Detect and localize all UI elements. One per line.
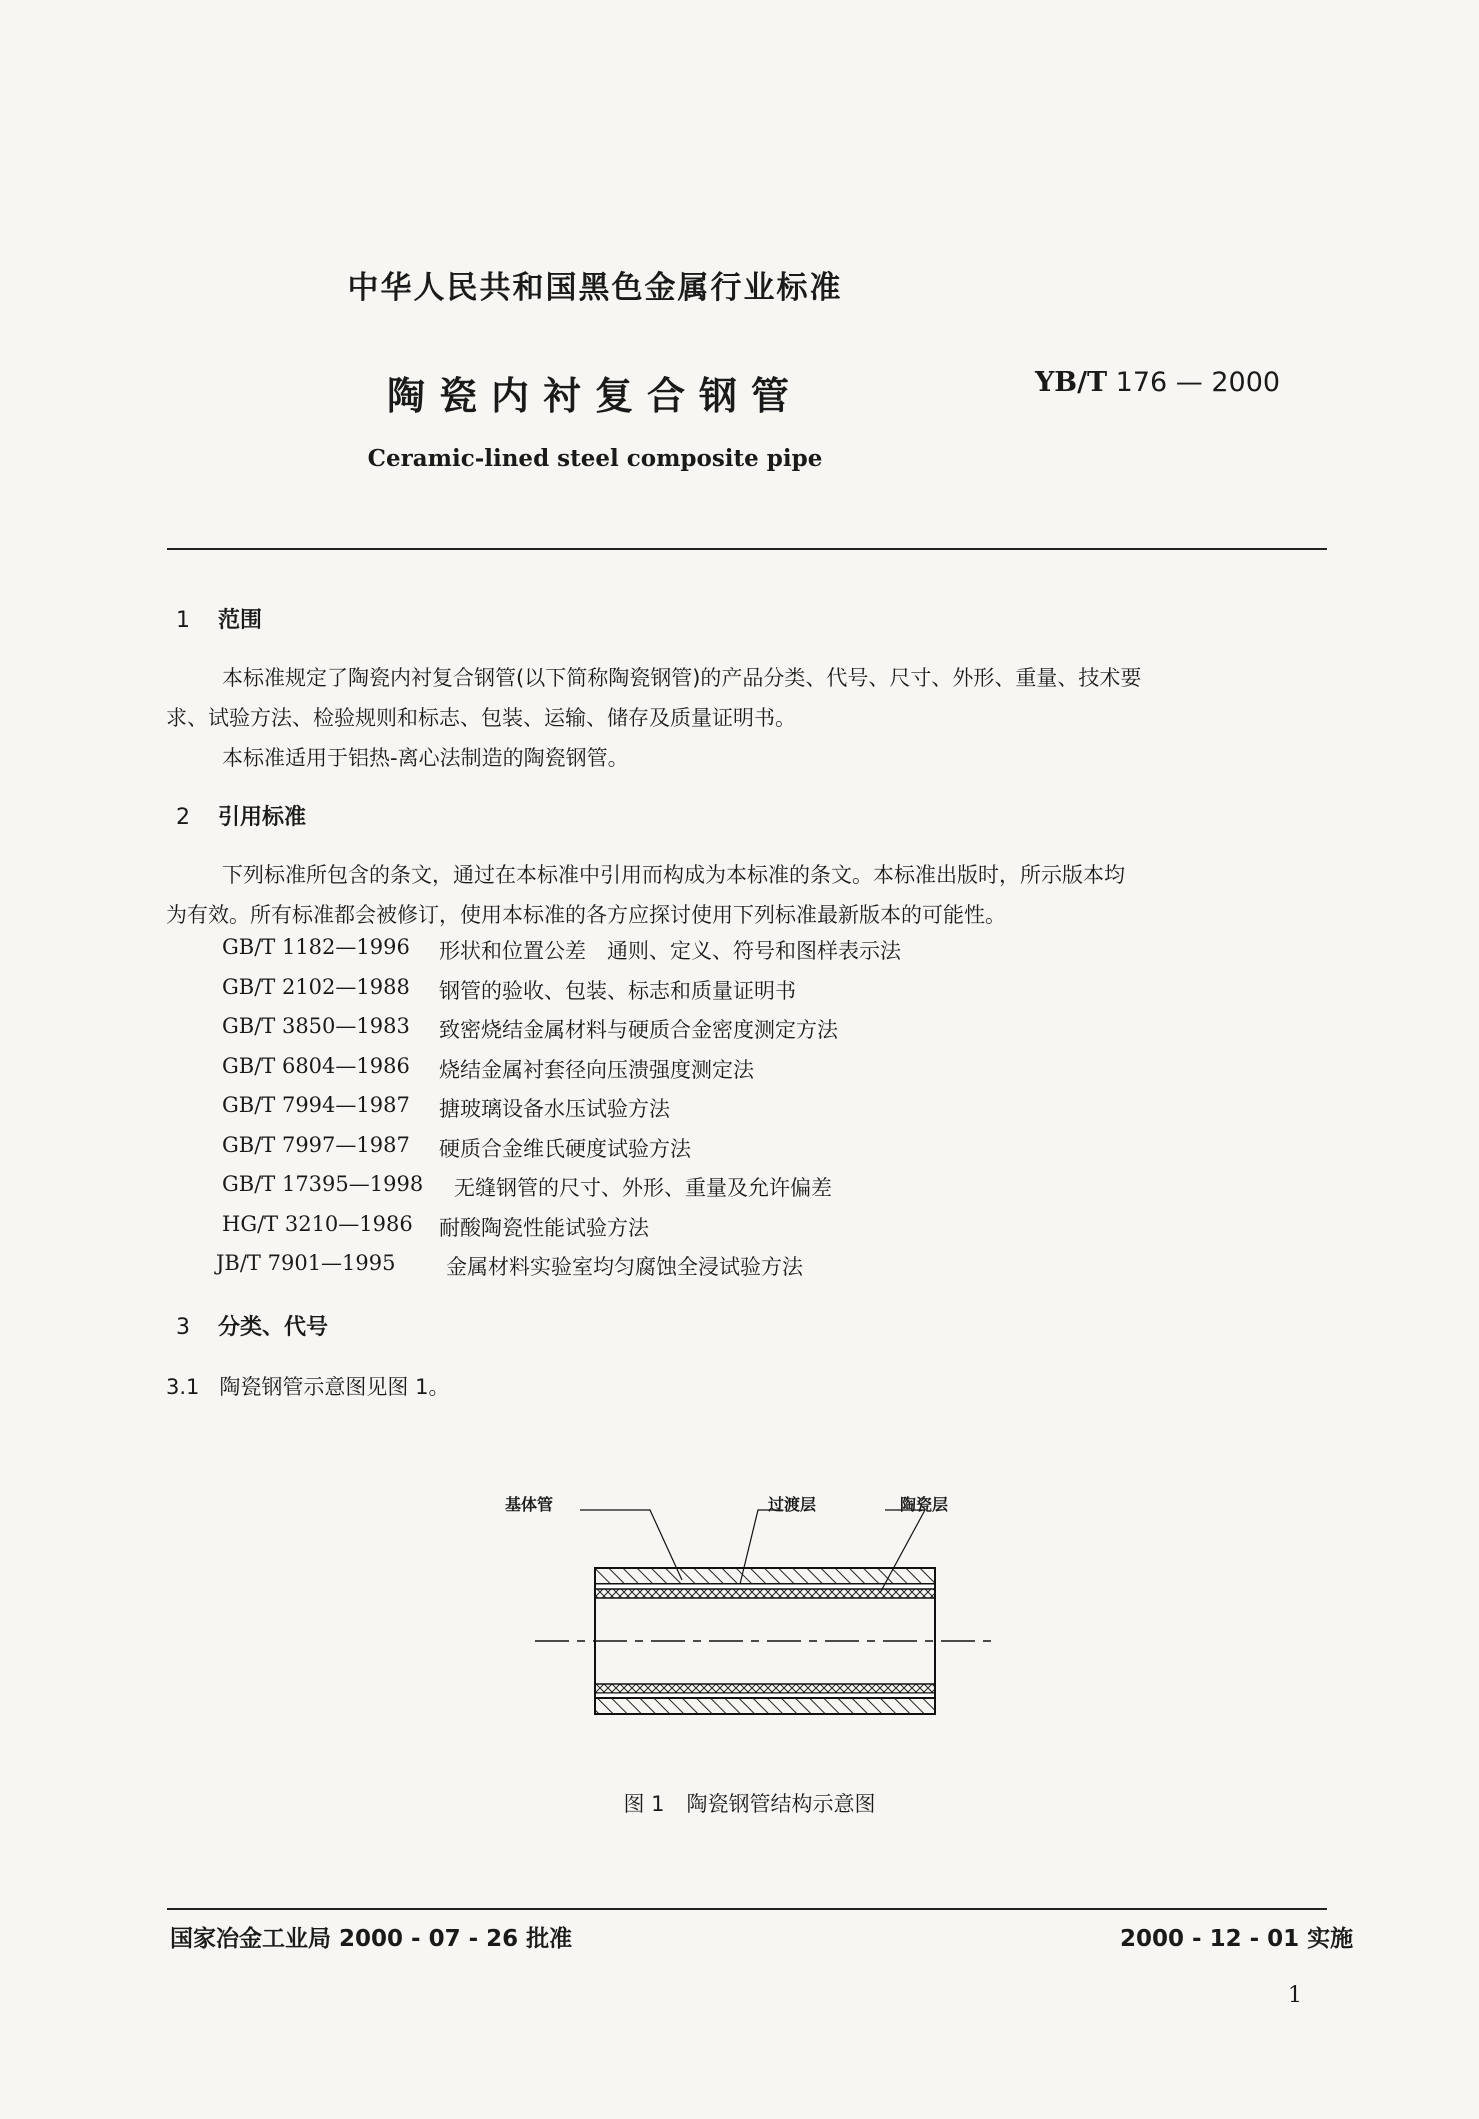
reference-code: GB/T 7997—1987 bbox=[222, 1132, 410, 1157]
figure-caption: 图 1 陶瓷钢管结构示意图 bbox=[623, 1792, 876, 1816]
reference-item bbox=[222, 1133, 901, 1173]
reference-item bbox=[222, 1172, 901, 1212]
standard-code-prefix: YB/T bbox=[1035, 367, 1108, 398]
section-1-heading: 1 范围 bbox=[176, 608, 263, 633]
section-2-heading: 2 引用标准 bbox=[176, 805, 307, 830]
section-1-paragraph-1: 本标准规定了陶瓷内衬复合钢管(以下简称陶瓷钢管)的产品分类、代号、尺寸、外形、重量、技术要 求、试验方法、检验规则和标志、包装、运输、储存及质量证明书。 bbox=[166, 666, 1142, 730]
pipe-wall-top bbox=[595, 1568, 935, 1598]
reference-title: 钢管的验收、包装、标志和质量证明书 bbox=[439, 978, 796, 1003]
reference-title: 形状和位置公差 通则、定义、符号和图样表示法 bbox=[439, 939, 901, 963]
footer-divider bbox=[167, 1908, 1327, 1910]
section-2-paragraph: 下列标准所包含的条文，通过在本标准中引用而构成为本标准的条文。本标准出版时，所示版本均 为有效。所有标准都会被修订，使用本标准的各方应探讨使用下列标准最新版本的可能性。 bbox=[166, 863, 1125, 927]
reference-item bbox=[222, 1093, 901, 1133]
reference-title: 无缝钢管的尺寸、外形、重量及允许偏差 bbox=[454, 1176, 832, 1200]
document-title: 陶瓷内衬复合钢管 bbox=[386, 374, 803, 418]
reference-title: 耐酸陶瓷性能试验方法 bbox=[439, 1215, 649, 1240]
reference-item bbox=[222, 1014, 901, 1054]
reference-title: 烧结金属衬套径向压溃强度测定法 bbox=[439, 1057, 754, 1082]
label-transition-layer: 过渡层 bbox=[768, 1495, 817, 1514]
reference-code: JB/T 7901—1995 bbox=[216, 1251, 396, 1275]
reference-item bbox=[222, 975, 901, 1015]
approval-date: 国家冶金工业局 2000 - 07 - 26 批准 bbox=[170, 1926, 573, 1952]
implementation-date: 2000 - 12 - 01 实施 bbox=[1120, 1926, 1354, 1952]
reference-title: 金属材料实验室均匀腐蚀全浸试验方法 bbox=[446, 1255, 803, 1279]
label-ceramic-layer: 陶瓷层 bbox=[900, 1495, 949, 1514]
reference-code: GB/T 6804—1986 bbox=[222, 1053, 410, 1078]
reference-code: HG/T 3210—1986 bbox=[222, 1211, 413, 1236]
reference-code: GB/T 1182—1996 bbox=[222, 935, 410, 959]
header-divider bbox=[167, 548, 1327, 550]
reference-item bbox=[222, 1054, 901, 1094]
reference-code: GB/T 17395—1998 bbox=[222, 1172, 424, 1196]
section-3-heading: 3 分类、代号 bbox=[176, 1315, 329, 1340]
section-3-1: 3.1 陶瓷钢管示意图见图 1。 bbox=[166, 1375, 450, 1399]
section-1-paragraph-2: 本标准适用于铝热-离心法制造的陶瓷钢管。 bbox=[222, 746, 629, 770]
page-number: 1 bbox=[1288, 1983, 1302, 2008]
issuer-heading: 中华人民共和国黑色金属行业标准 bbox=[347, 270, 843, 306]
standard-code-number: 176 — 2000 bbox=[1115, 367, 1281, 398]
reference-code: GB/T 2102—1988 bbox=[222, 974, 410, 999]
reference-title: 致密烧结金属材料与硬质合金密度测定方法 bbox=[439, 1018, 838, 1042]
pipe-wall-bottom bbox=[595, 1684, 935, 1714]
reference-code: GB/T 3850—1983 bbox=[222, 1014, 410, 1038]
reference-title: 硬质合金维氏硬度试验方法 bbox=[439, 1136, 691, 1161]
reference-item bbox=[216, 1251, 901, 1291]
document-title-english: Ceramic-lined steel composite pipe bbox=[367, 445, 823, 472]
standard-code bbox=[1035, 367, 1280, 398]
label-base-pipe: 基体管 bbox=[505, 1495, 554, 1514]
reference-item bbox=[222, 1212, 901, 1252]
reference-list bbox=[216, 935, 901, 1291]
reference-title: 搪玻璃设备水压试验方法 bbox=[439, 1097, 670, 1121]
pipe-structure-diagram bbox=[520, 1480, 1020, 1760]
reference-item bbox=[222, 935, 901, 975]
reference-code: GB/T 7994—1987 bbox=[222, 1093, 410, 1117]
